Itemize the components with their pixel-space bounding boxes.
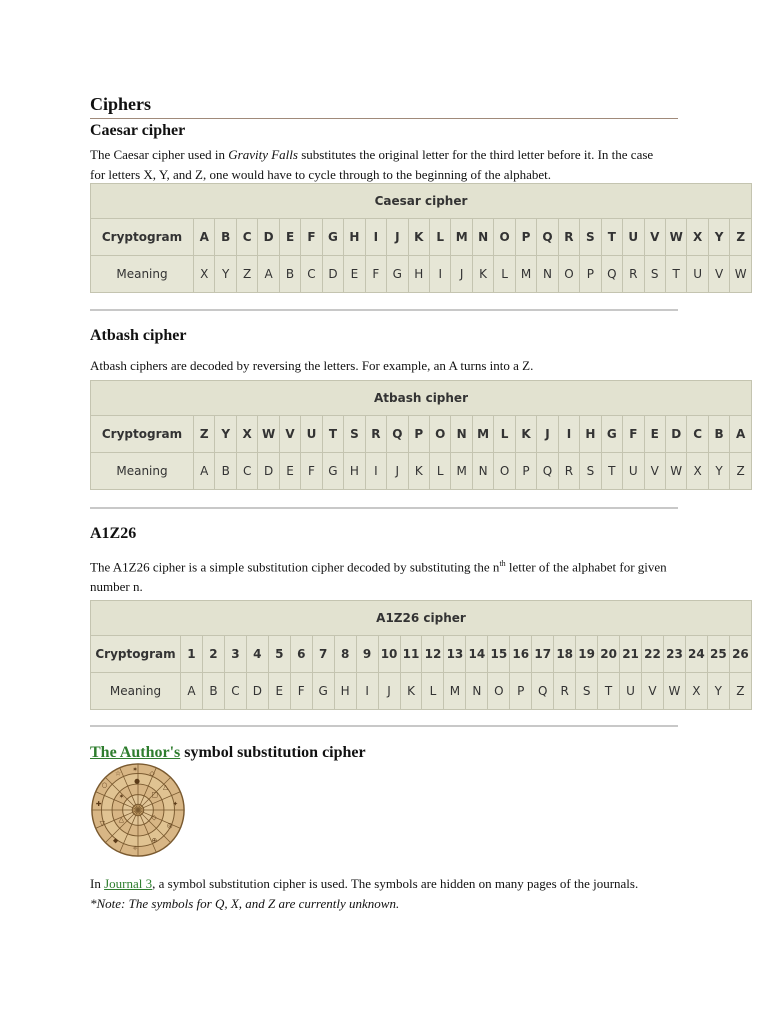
- atbash-cryptogram-cell: B: [708, 416, 729, 453]
- caesar-cryptogram-cell: Z: [730, 219, 752, 256]
- a1z26-meaning-cell: Y: [707, 673, 729, 710]
- svg-text:△: △: [118, 815, 124, 824]
- atbash-cryptogram-cell: Q: [387, 416, 408, 453]
- author-link[interactable]: The Author's: [90, 744, 181, 761]
- a1z26-meaning-cell: N: [466, 673, 488, 710]
- atbash-meaning-cell: V: [644, 453, 665, 490]
- atbash-cryptogram-cell: K: [515, 416, 536, 453]
- atbash-meaning-cell: F: [301, 453, 322, 490]
- atbash-cryptogram-cell: X: [236, 416, 257, 453]
- caesar-cryptogram-cell: N: [472, 219, 493, 256]
- gravity-falls-title: Gravity Falls: [228, 147, 298, 162]
- a1z26-cryptogram-cell: 4: [246, 636, 268, 673]
- caesar-meaning-cell: R: [623, 256, 644, 293]
- caesar-cryptogram-cell: T: [601, 219, 622, 256]
- svg-text:◆: ◆: [113, 836, 119, 845]
- atbash-cryptogram-cell: N: [451, 416, 472, 453]
- caesar-cryptogram-cell: D: [258, 219, 279, 256]
- svg-text:△: △: [162, 782, 169, 791]
- a1z26-cryptogram-cell: 13: [444, 636, 466, 673]
- caesar-cryptogram-cell: C: [236, 219, 257, 256]
- caesar-meaning-cell: H: [408, 256, 429, 293]
- atbash-cryptogram-cell: J: [537, 416, 558, 453]
- a1z26-text-3: number n.: [90, 579, 143, 595]
- atbash-meaning-cell: A: [194, 453, 215, 490]
- row-label: Cryptogram: [91, 219, 194, 256]
- a1z26-text-1: The A1Z26 cipher is a simple substitution cipher decoded by substituting the n: [90, 559, 500, 575]
- a1z26-meaning-cell: D: [246, 673, 268, 710]
- atbash-meaning-cell: S: [580, 453, 601, 490]
- caesar-meaning-row: [91, 256, 752, 293]
- a1z26-cryptogram-cell: 3: [224, 636, 246, 673]
- caesar-meaning-cell: O: [558, 256, 579, 293]
- atbash-cryptogram-cell: M: [472, 416, 493, 453]
- caesar-table-caption: Caesar cipher: [91, 184, 752, 219]
- caesar-meaning-cell: A: [258, 256, 279, 293]
- caesar-meaning-cell: G: [387, 256, 408, 293]
- caesar-cryptogram-cell: P: [515, 219, 536, 256]
- atbash-meaning-cell: J: [387, 453, 408, 490]
- caesar-meaning-cell: V: [708, 256, 729, 293]
- a1z26-cryptogram-cell: 9: [356, 636, 378, 673]
- atbash-cryptogram-cell: G: [601, 416, 622, 453]
- row-label: Meaning: [91, 453, 194, 490]
- atbash-meaning-cell: D: [258, 453, 279, 490]
- atbash-cryptogram-cell: D: [665, 416, 686, 453]
- atbash-cryptogram-cell: H: [580, 416, 601, 453]
- atbash-cryptogram-cell: R: [365, 416, 386, 453]
- caesar-text-2: substitutes the original letter for the third letter before it. In the case: [297, 147, 654, 162]
- a1z26-meaning-cell: K: [400, 673, 422, 710]
- caesar-meaning-cell: M: [515, 256, 536, 293]
- a1z26-meaning-cell: H: [334, 673, 356, 710]
- caesar-meaning-cell: T: [665, 256, 686, 293]
- atbash-meaning-cell: N: [472, 453, 493, 490]
- atbash-meaning-cell: T: [601, 453, 622, 490]
- a1z26-meaning-cell: J: [378, 673, 400, 710]
- caesar-paragraph: [90, 145, 690, 185]
- a1z26-cryptogram-cell: 14: [466, 636, 488, 673]
- svg-text:◇: ◇: [151, 813, 157, 822]
- a1z26-meaning-cell: T: [598, 673, 620, 710]
- a1z26-cryptogram-cell: 11: [400, 636, 422, 673]
- caesar-cryptogram-cell: H: [344, 219, 365, 256]
- caesar-cryptogram-cell: R: [558, 219, 579, 256]
- svg-text:✶: ✶: [118, 792, 125, 801]
- a1z26-meaning-cell: P: [510, 673, 532, 710]
- author-text-2: , a symbol substitution cipher is used. The symbols are hidden on many pages of the journals.: [152, 876, 639, 891]
- caesar-cryptogram-cell: A: [194, 219, 215, 256]
- a1z26-meaning-cell: F: [290, 673, 312, 710]
- a1z26-meaning-row: [91, 673, 752, 710]
- a1z26-meaning-cell: A: [181, 673, 203, 710]
- svg-text:✦: ✦: [172, 800, 179, 809]
- atbash-meaning-cell: Q: [537, 453, 558, 490]
- atbash-cryptogram-cell: Z: [194, 416, 215, 453]
- atbash-meaning-cell: O: [494, 453, 515, 490]
- atbash-cryptogram-cell: F: [623, 416, 644, 453]
- atbash-meaning-cell: M: [451, 453, 472, 490]
- atbash-cryptogram-cell: V: [279, 416, 300, 453]
- a1z26-cryptogram-cell: 21: [620, 636, 642, 673]
- a1z26-text-2: letter of the alphabet for given: [505, 559, 667, 575]
- svg-text:○: ○: [101, 780, 108, 789]
- atbash-cryptogram-cell: E: [644, 416, 665, 453]
- atbash-meaning-cell: L: [429, 453, 450, 490]
- caesar-meaning-cell: D: [322, 256, 343, 293]
- atbash-meaning-cell: Z: [730, 453, 752, 490]
- caesar-meaning-cell: I: [429, 256, 450, 293]
- caesar-meaning-cell: S: [644, 256, 665, 293]
- a1z26-meaning-cell: Q: [532, 673, 554, 710]
- caesar-cryptogram-cell: X: [687, 219, 708, 256]
- author-heading: [90, 744, 366, 762]
- a1z26-cryptogram-cell: 20: [598, 636, 620, 673]
- section-divider: [90, 507, 678, 509]
- caesar-cryptogram-cell: Y: [708, 219, 729, 256]
- a1z26-cryptogram-cell: 7: [312, 636, 334, 673]
- caesar-cryptogram-cell: W: [665, 219, 686, 256]
- a1z26-cryptogram-cell: 16: [510, 636, 532, 673]
- a1z26-cryptogram-cell: 17: [532, 636, 554, 673]
- atbash-meaning-cell: I: [365, 453, 386, 490]
- title-divider: [90, 118, 678, 119]
- atbash-meaning-cell: R: [558, 453, 579, 490]
- atbash-cryptogram-cell: C: [687, 416, 708, 453]
- svg-text:✚: ✚: [95, 800, 102, 809]
- a1z26-cryptogram-cell: 18: [554, 636, 576, 673]
- caesar-text-3: for letters X, Y, and Z, one would have to cycle through to the beginning of the alphabet.: [90, 167, 552, 182]
- author-heading-text: symbol substitution cipher: [180, 744, 366, 761]
- a1z26-meaning-cell: O: [488, 673, 510, 710]
- page-title: Ciphers: [90, 94, 152, 114]
- caesar-cryptogram-cell: J: [387, 219, 408, 256]
- caesar-cryptogram-cell: O: [494, 219, 515, 256]
- a1z26-cryptogram-row: [91, 636, 752, 673]
- atbash-meaning-cell: H: [344, 453, 365, 490]
- a1z26-meaning-cell: S: [576, 673, 598, 710]
- a1z26-cryptogram-cell: 8: [334, 636, 356, 673]
- a1z26-meaning-cell: L: [422, 673, 444, 710]
- a1z26-cryptogram-cell: 1: [181, 636, 203, 673]
- a1z26-meaning-cell: E: [268, 673, 290, 710]
- caesar-meaning-cell: K: [472, 256, 493, 293]
- atbash-cryptogram-cell: T: [322, 416, 343, 453]
- a1z26-meaning-cell: W: [663, 673, 685, 710]
- atbash-table: [90, 380, 752, 490]
- row-label: Meaning: [91, 256, 194, 293]
- section-divider: [90, 309, 678, 311]
- a1z26-meaning-cell: C: [224, 673, 246, 710]
- atbash-meaning-cell: Y: [708, 453, 729, 490]
- a1z26-meaning-cell: V: [642, 673, 664, 710]
- a1z26-cryptogram-cell: 10: [378, 636, 400, 673]
- a1z26-cryptogram-cell: 23: [663, 636, 685, 673]
- author-paragraph: [90, 874, 690, 914]
- cipher-wheel-image[interactable]: [90, 762, 186, 858]
- atbash-cryptogram-cell: Y: [215, 416, 236, 453]
- superscript: th: [499, 559, 506, 568]
- caesar-cryptogram-cell: Q: [537, 219, 558, 256]
- row-label: Meaning: [91, 673, 181, 710]
- caesar-cryptogram-cell: I: [365, 219, 386, 256]
- a1z26-meaning-cell: U: [620, 673, 642, 710]
- a1z26-cryptogram-cell: 12: [422, 636, 444, 673]
- atbash-cryptogram-cell: O: [429, 416, 450, 453]
- atbash-meaning-cell: U: [623, 453, 644, 490]
- caesar-cryptogram-cell: U: [623, 219, 644, 256]
- caesar-meaning-cell: P: [580, 256, 601, 293]
- author-text-1: In: [90, 876, 105, 891]
- a1z26-cryptogram-cell: 24: [685, 636, 707, 673]
- caesar-meaning-cell: W: [730, 256, 752, 293]
- caesar-meaning-cell: F: [365, 256, 386, 293]
- caesar-meaning-cell: U: [687, 256, 708, 293]
- svg-text:□: □: [151, 790, 158, 799]
- caesar-cryptogram-cell: L: [429, 219, 450, 256]
- caesar-cryptogram-cell: B: [215, 219, 236, 256]
- atbash-meaning-cell: G: [322, 453, 343, 490]
- atbash-cryptogram-row: [91, 416, 752, 453]
- caesar-heading: Caesar cipher: [90, 122, 186, 139]
- a1z26-meaning-cell: I: [356, 673, 378, 710]
- a1z26-meaning-cell: B: [202, 673, 224, 710]
- atbash-cryptogram-cell: S: [344, 416, 365, 453]
- a1z26-meaning-cell: Z: [729, 673, 751, 710]
- atbash-table-caption: Atbash cipher: [91, 381, 752, 416]
- caesar-meaning-cell: E: [344, 256, 365, 293]
- a1z26-meaning-cell: G: [312, 673, 334, 710]
- caesar-cryptogram-cell: F: [301, 219, 322, 256]
- svg-text:◇: ◇: [149, 769, 155, 778]
- svg-text:●: ●: [134, 777, 141, 786]
- svg-text:▽: ▽: [99, 819, 105, 828]
- row-label: Cryptogram: [91, 636, 181, 673]
- caesar-meaning-cell: X: [194, 256, 215, 293]
- atbash-meaning-row: [91, 453, 752, 490]
- atbash-cryptogram-cell: I: [558, 416, 579, 453]
- caesar-meaning-cell: N: [537, 256, 558, 293]
- a1z26-cryptogram-cell: 15: [488, 636, 510, 673]
- a1z26-cryptogram-cell: 19: [576, 636, 598, 673]
- svg-text:⊕: ⊕: [151, 836, 158, 845]
- a1z26-cryptogram-cell: 22: [642, 636, 664, 673]
- caesar-cryptogram-cell: E: [279, 219, 300, 256]
- svg-text:✶: ✶: [132, 765, 138, 774]
- atbash-cryptogram-cell: L: [494, 416, 515, 453]
- atbash-cryptogram-cell: A: [730, 416, 752, 453]
- caesar-meaning-cell: Y: [215, 256, 236, 293]
- a1z26-cryptogram-cell: 25: [707, 636, 729, 673]
- row-label: Cryptogram: [91, 416, 194, 453]
- atbash-meaning-cell: E: [279, 453, 300, 490]
- atbash-meaning-cell: C: [236, 453, 257, 490]
- atbash-meaning-cell: X: [687, 453, 708, 490]
- atbash-meaning-cell: P: [515, 453, 536, 490]
- svg-text:✧: ✧: [132, 844, 138, 853]
- a1z26-cryptogram-cell: 2: [202, 636, 224, 673]
- caesar-meaning-cell: J: [451, 256, 472, 293]
- journal-3-link[interactable]: Journal 3: [104, 876, 153, 891]
- svg-text:☆: ☆: [114, 769, 121, 778]
- atbash-cryptogram-cell: P: [408, 416, 429, 453]
- a1z26-cryptogram-cell: 5: [268, 636, 290, 673]
- caesar-cryptogram-cell: K: [408, 219, 429, 256]
- caesar-meaning-cell: C: [301, 256, 322, 293]
- a1z26-paragraph: [90, 554, 690, 597]
- a1z26-meaning-cell: X: [685, 673, 707, 710]
- caesar-cryptogram-cell: M: [451, 219, 472, 256]
- caesar-cryptogram-cell: G: [322, 219, 343, 256]
- a1z26-meaning-cell: M: [444, 673, 466, 710]
- a1z26-cryptogram-cell: 6: [290, 636, 312, 673]
- atbash-paragraph: Atbash ciphers are decoded by reversing the letters. For example, an A turns into a Z.: [90, 358, 534, 373]
- section-divider: [90, 725, 678, 727]
- atbash-cryptogram-cell: U: [301, 416, 322, 453]
- a1z26-heading: A1Z26: [90, 525, 137, 542]
- caesar-text-1: The Caesar cipher used in: [90, 147, 229, 162]
- caesar-cryptogram-row: [91, 219, 752, 256]
- caesar-meaning-cell: Q: [601, 256, 622, 293]
- svg-text:◎: ◎: [166, 821, 173, 830]
- caesar-meaning-cell: L: [494, 256, 515, 293]
- caesar-table: [90, 183, 752, 293]
- a1z26-meaning-cell: R: [554, 673, 576, 710]
- caesar-meaning-cell: Z: [236, 256, 257, 293]
- a1z26-cryptogram-cell: 26: [729, 636, 751, 673]
- a1z26-table: [90, 600, 752, 710]
- caesar-meaning-cell: B: [279, 256, 300, 293]
- atbash-cryptogram-cell: W: [258, 416, 279, 453]
- caesar-cryptogram-cell: S: [580, 219, 601, 256]
- atbash-meaning-cell: K: [408, 453, 429, 490]
- a1z26-table-caption: A1Z26 cipher: [91, 601, 752, 636]
- atbash-meaning-cell: W: [665, 453, 686, 490]
- atbash-meaning-cell: B: [215, 453, 236, 490]
- caesar-cryptogram-cell: V: [644, 219, 665, 256]
- atbash-heading: Atbash cipher: [90, 327, 187, 344]
- note-text: *Note: The symbols for Q, X, and Z are currently unknown.: [90, 896, 400, 911]
